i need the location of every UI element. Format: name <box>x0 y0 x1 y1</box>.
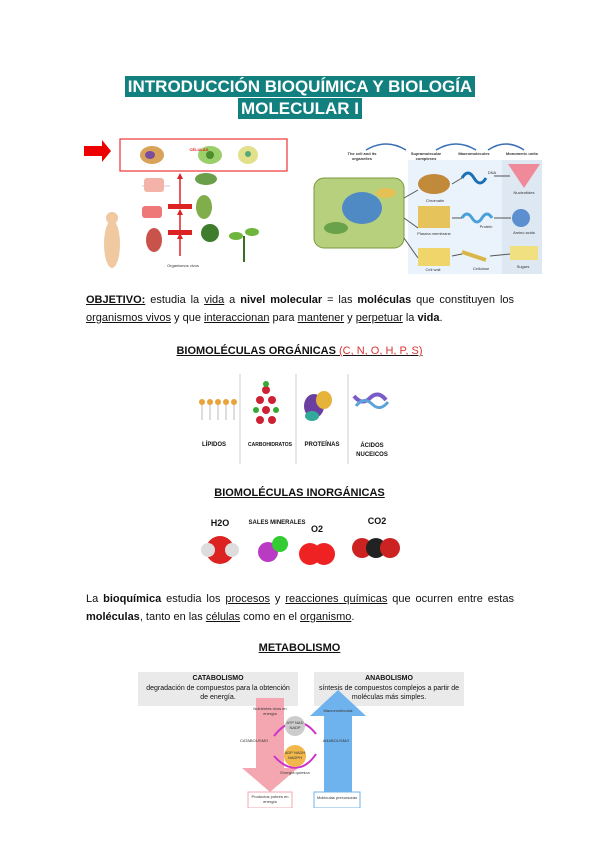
label-cell: The cell and its organelles <box>347 151 377 161</box>
label-plasma-membrane: Plasma membrane <box>417 231 451 236</box>
label-macromoleculas: Macromoléculas <box>323 708 353 713</box>
label-supramolecular: Supramolecular complexes <box>410 151 442 161</box>
catabolism-title: CATABOLISMO <box>192 675 244 682</box>
label-carbohidratos: CARBOHIDRATOS <box>248 442 292 448</box>
anabolism-title: ANABOLISMO <box>365 675 413 682</box>
label-precursoras: Moléculas precursoras <box>316 795 358 800</box>
organic-elements: (C, N, O, H, P, S) <box>335 345 423 357</box>
text: y que <box>170 312 205 324</box>
term-vida: vida <box>204 294 225 306</box>
term-moleculas: moléculas <box>86 611 140 623</box>
biochemistry-paragraph <box>86 590 514 626</box>
text: = las <box>322 294 358 306</box>
title-line-1: INTRODUCCIÓN BIOQUÍMICA Y BIOLOGÍA <box>125 76 475 97</box>
label-nucleotides: Nucleotides <box>513 190 535 195</box>
text: , tanto en las <box>139 611 206 623</box>
text: . <box>351 611 355 623</box>
text: La <box>86 593 104 605</box>
label-monomeric: Monomeric units <box>505 151 538 156</box>
label-protein: Protein <box>479 224 493 229</box>
label-macromolecules: Macromolecules <box>458 151 490 156</box>
label-cellulose: Cellulose <box>472 266 490 271</box>
term-organismos-vivos: organismos vivos <box>86 312 171 324</box>
metabolism-heading: METABOLISMO <box>258 642 341 654</box>
text: estudia la <box>145 294 205 306</box>
organic-heading <box>0 345 599 357</box>
text: que constituyen los <box>411 294 515 306</box>
inorganic-heading: BIOMOLÉCULAS INORGÁNICAS <box>214 487 385 499</box>
label-atp: ATP NAD NADP <box>286 720 304 730</box>
organization-levels-figure <box>84 136 289 276</box>
label-cell-wall: Cell wall <box>425 267 441 272</box>
organic-biomolecules-figure <box>190 372 402 468</box>
term-interaccionan: interaccionan <box>204 312 270 324</box>
catabolism-description: degradación de compuestos para la obtención de energía. <box>146 685 290 701</box>
text: la <box>402 312 418 324</box>
term-mantener: mantener <box>297 312 345 324</box>
label-h2o: H2O <box>210 518 230 528</box>
label-co2: CO2 <box>367 516 387 526</box>
term-reacciones: reacciones químicas <box>285 593 388 605</box>
inorganic-biomolecules-figure <box>186 514 412 580</box>
label-productos: Productos pobres en energía <box>251 794 289 804</box>
label-adp: ADP NADH NADPH <box>284 750 306 760</box>
term-procesos: procesos <box>225 593 271 605</box>
term-nivel-molecular: nivel molecular <box>240 294 323 306</box>
label-nutrientes: Nutrientes ricos en energía <box>253 706 287 716</box>
objective-paragraph <box>86 291 514 327</box>
label-sales-minerales: SALES MINERALES <box>248 520 306 526</box>
cell-hierarchy-figure <box>306 138 545 276</box>
text: que ocurren entre estas <box>387 593 514 605</box>
term-vida-2: vida <box>417 312 440 324</box>
objective-label: OBJETIVO: <box>86 294 146 306</box>
term-moleculas: moléculas <box>357 294 412 306</box>
label-anabolismo-side: ANABOLISMO <box>322 738 350 743</box>
label-o2: O2 <box>310 524 323 534</box>
text: y <box>344 312 356 324</box>
living-organisms-label: Organismos vivos <box>167 263 199 268</box>
term-organismo: organismo <box>300 611 352 623</box>
label-amino-acids: Amino acids <box>513 230 535 235</box>
anabolism-description: síntesis de compuestos complejos a partir de moléculas más simples. <box>318 685 460 701</box>
label-energia-quimica: Energía química <box>280 770 310 775</box>
text: estudia los <box>161 593 226 605</box>
label-sugars: Sugars <box>516 264 530 269</box>
metabolism-diagram <box>138 668 464 808</box>
text: como en el <box>240 611 301 623</box>
text: a <box>224 294 241 306</box>
label-proteinas: PROTEÍNAS <box>304 442 340 448</box>
term-celulas: células <box>205 611 241 623</box>
text: . <box>439 312 443 324</box>
label-lipidos: LÍPIDOS <box>201 442 226 448</box>
organization-levels-illustration <box>84 136 289 276</box>
label-chromatin: Chromatin <box>425 198 445 203</box>
cells-label: CÉLULAS <box>189 147 209 152</box>
page-title <box>124 76 476 120</box>
text: para <box>269 312 298 324</box>
label-dna: DNA <box>487 170 497 175</box>
term-bioquimica: bioquímica <box>103 593 162 605</box>
organic-heading-text: BIOMOLÉCULAS ORGÁNICAS <box>176 345 336 357</box>
label-catabolismo-side: CATABOLISMO <box>239 738 269 743</box>
title-line-2: MOLECULAR I <box>238 98 362 119</box>
text: y <box>270 593 286 605</box>
term-perpetuar: perpetuar <box>355 312 403 324</box>
label-acidos-nucleicos: ÁCIDOS NUCEICOS <box>356 443 388 458</box>
